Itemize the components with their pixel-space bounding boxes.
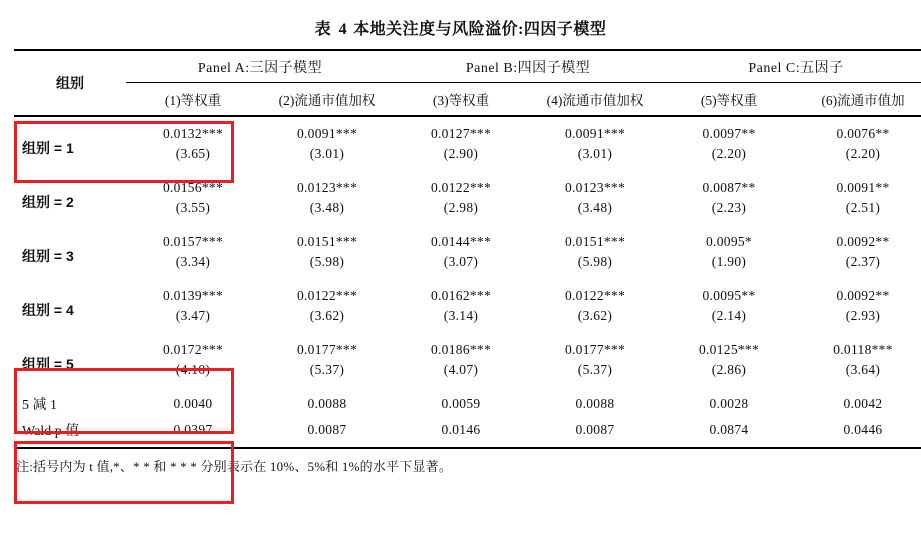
cell-difference: 0.0088 bbox=[575, 396, 615, 411]
cell-coef: 0.0122*** bbox=[296, 288, 358, 303]
cell-tstat: (3.55) bbox=[175, 200, 211, 215]
column-header-2: (2)流通市值加权 bbox=[278, 93, 376, 108]
cell-coef: 0.0177*** bbox=[296, 342, 358, 357]
cell-coef: 0.0139*** bbox=[162, 288, 224, 303]
cell-tstat: (5.37) bbox=[309, 362, 345, 377]
cell-coef: 0.0151*** bbox=[564, 234, 626, 249]
cell-wald: 0.0446 bbox=[796, 417, 921, 448]
cell-coef: 0.0127*** bbox=[394, 116, 528, 144]
table-row bbox=[14, 171, 921, 198]
cell-difference: 0.0088 bbox=[307, 396, 347, 411]
column-header-3: (3)等权重 bbox=[432, 93, 490, 108]
cell-coef: 0.0186*** bbox=[430, 342, 492, 357]
stub-header: 组别 bbox=[14, 50, 126, 116]
cell-tstat: (3.01) bbox=[577, 146, 613, 161]
cell-tstat: (4.07) bbox=[443, 362, 479, 377]
cell-tstat: (4.10) bbox=[175, 362, 211, 377]
cell-wald: 0.0146 bbox=[394, 417, 528, 448]
cell-wald: 0.0874 bbox=[662, 417, 796, 448]
cell-coef: 0.0144*** bbox=[430, 234, 492, 249]
table-title-text: 本地关注度与风险溢价:四因子模型 bbox=[353, 21, 607, 38]
cell-difference: 0.0040 bbox=[173, 396, 213, 411]
cell-tstat: (3.48) bbox=[309, 200, 345, 215]
cell-coef: 0.0123*** bbox=[564, 180, 626, 195]
panel-a-header: Panel A:三因子模型 bbox=[126, 50, 394, 83]
cell-tstat: (2.90) bbox=[443, 146, 479, 161]
cell-tstat: (5.37) bbox=[577, 362, 613, 377]
cell-difference: 0.0028 bbox=[709, 396, 749, 411]
row-label-wald: Wald p 值 bbox=[14, 417, 126, 448]
cell-tstat: (3.48) bbox=[577, 200, 613, 215]
row-label-group-5: 组别 = 5 bbox=[22, 355, 74, 372]
cell-tstat: (2.37) bbox=[845, 254, 881, 269]
cell-coef: 0.0122*** bbox=[430, 180, 492, 195]
cell-tstat: (3.01) bbox=[309, 146, 345, 161]
cell-tstat: (3.62) bbox=[309, 308, 345, 323]
cell-coef: 0.0091** bbox=[836, 180, 890, 195]
cell-coef: 0.0091*** bbox=[260, 116, 394, 144]
table-row bbox=[14, 333, 921, 360]
cell-tstat: (2.51) bbox=[845, 200, 881, 215]
cell-tstat: (5.98) bbox=[577, 254, 613, 269]
table-row-difference bbox=[14, 387, 921, 417]
cell-coef: 0.0095* bbox=[706, 234, 752, 249]
cell-coef: 0.0172*** bbox=[162, 342, 224, 357]
cell-coef: 0.0122*** bbox=[564, 288, 626, 303]
table-row bbox=[14, 225, 921, 252]
cell-coef: 0.0092** bbox=[836, 288, 890, 303]
cell-tstat: (5.98) bbox=[309, 254, 345, 269]
table-title bbox=[14, 0, 907, 49]
cell-tstat: (3.14) bbox=[443, 308, 479, 323]
cell-difference: 0.0042 bbox=[843, 396, 883, 411]
table-row bbox=[14, 279, 921, 306]
column-header-6: (6)流通市值加 bbox=[821, 93, 905, 108]
cell-tstat: (3.34) bbox=[175, 254, 211, 269]
cell-coef: 0.0095** bbox=[702, 288, 756, 303]
table-row-tstat bbox=[14, 306, 921, 333]
cell-wald: 0.0397 bbox=[126, 417, 260, 448]
row-label-group-2: 组别 = 2 bbox=[22, 193, 74, 210]
results-table bbox=[14, 49, 921, 449]
column-header-5: (5)等权重 bbox=[700, 93, 758, 108]
cell-wald: 0.0087 bbox=[260, 417, 394, 448]
cell-coef: 0.0087** bbox=[702, 180, 756, 195]
table-row-tstat bbox=[14, 252, 921, 279]
cell-tstat: (2.20) bbox=[845, 146, 881, 161]
cell-wald: 0.0087 bbox=[528, 417, 662, 448]
table-number: 表 4 bbox=[314, 21, 349, 38]
cell-coef: 0.0123*** bbox=[296, 180, 358, 195]
cell-tstat: (2.20) bbox=[711, 146, 747, 161]
cell-tstat: (3.62) bbox=[577, 308, 613, 323]
row-label-group-3: 组别 = 3 bbox=[22, 247, 74, 264]
cell-tstat: (2.98) bbox=[443, 200, 479, 215]
cell-tstat: (3.47) bbox=[175, 308, 211, 323]
table-row-tstat bbox=[14, 198, 921, 225]
cell-coef: 0.0151*** bbox=[296, 234, 358, 249]
cell-coef: 0.0132*** bbox=[126, 116, 260, 144]
row-label-group-4: 组别 = 4 bbox=[22, 301, 74, 318]
cell-coef: 0.0076** bbox=[796, 116, 921, 144]
cell-difference: 0.0059 bbox=[441, 396, 481, 411]
column-header-4: (4)流通市值加权 bbox=[546, 93, 644, 108]
table-row-wald bbox=[14, 417, 921, 448]
cell-coef: 0.0118*** bbox=[833, 342, 893, 357]
panel-c-header: Panel C:五因子 bbox=[662, 50, 921, 83]
table-row-tstat bbox=[14, 360, 921, 387]
row-label-group-1: 组别 = 1 bbox=[14, 116, 126, 171]
table-row-tstat bbox=[14, 144, 921, 171]
cell-tstat: (2.14) bbox=[711, 308, 747, 323]
table-note: 注:括号内为 t 值,*、* * 和 * * * 分别表示在 10%、5%和 1%的水平下显著。 bbox=[16, 459, 453, 474]
cell-tstat: (2.93) bbox=[845, 308, 881, 323]
panel-b-header: Panel B:四因子模型 bbox=[394, 50, 662, 83]
header-columns-row bbox=[14, 83, 921, 117]
cell-tstat: (2.86) bbox=[711, 362, 747, 377]
cell-coef: 0.0125*** bbox=[698, 342, 760, 357]
cell-tstat: (3.64) bbox=[845, 362, 881, 377]
cell-tstat: (3.07) bbox=[443, 254, 479, 269]
row-label-difference: 5 减 1 bbox=[22, 398, 57, 413]
cell-tstat: (2.23) bbox=[711, 200, 747, 215]
cell-coef: 0.0091*** bbox=[528, 116, 662, 144]
cell-coef: 0.0097** bbox=[662, 116, 796, 144]
header-panel-row bbox=[14, 50, 921, 83]
column-header-1: (1)等权重 bbox=[164, 93, 222, 108]
table-row bbox=[14, 116, 921, 144]
cell-tstat: (1.90) bbox=[711, 254, 747, 269]
cell-coef: 0.0177*** bbox=[564, 342, 626, 357]
cell-coef: 0.0156*** bbox=[162, 180, 224, 195]
cell-coef: 0.0162*** bbox=[430, 288, 492, 303]
cell-tstat: (3.65) bbox=[175, 146, 211, 161]
cell-coef: 0.0157*** bbox=[162, 234, 224, 249]
cell-coef: 0.0092** bbox=[836, 234, 890, 249]
